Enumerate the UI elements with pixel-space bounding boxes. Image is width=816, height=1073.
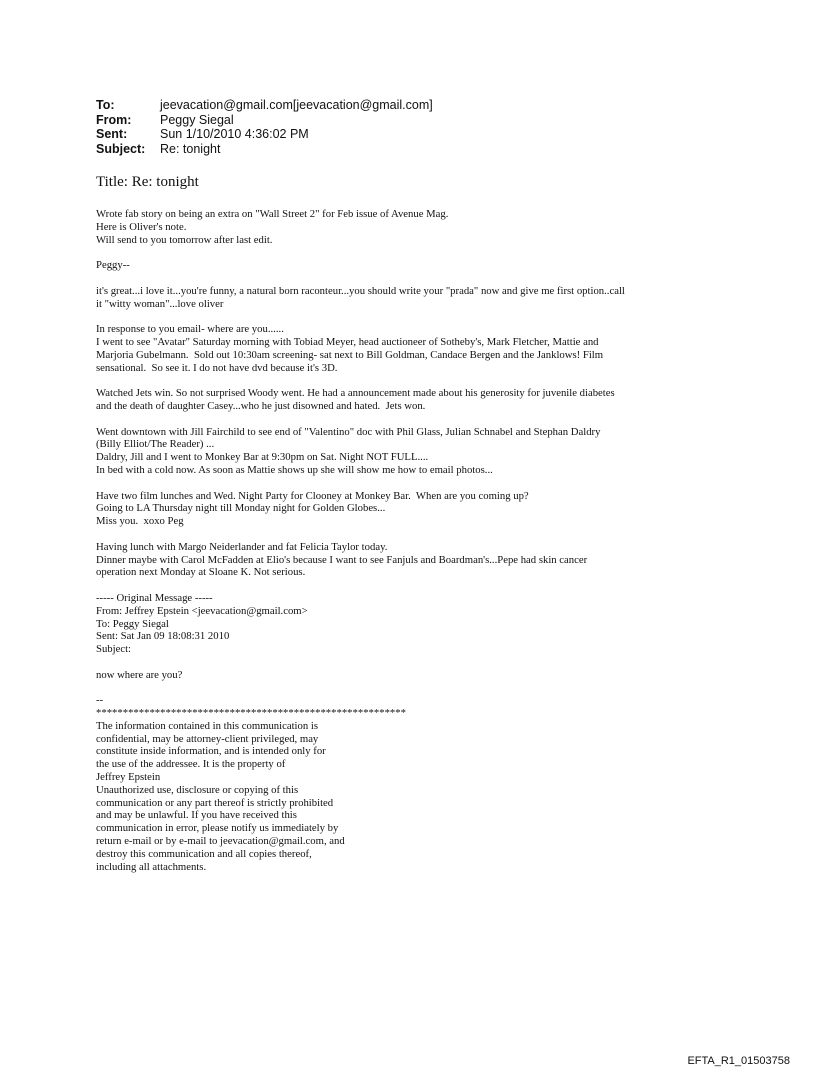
body-line: Going to LA Thursday night till Monday night for Golden Globes...: [96, 502, 386, 515]
body-line: (Billy Elliot/The Reader) ...: [96, 438, 215, 451]
from-value: Peggy Siegal: [160, 112, 234, 127]
body-paragraph: [96, 208, 736, 246]
body-paragraph: [96, 285, 736, 311]
body-line: constitute inside information, and is intended only for: [96, 745, 326, 758]
body-line: ----- Original Message -----: [96, 591, 213, 604]
body-paragraph: [96, 592, 736, 656]
body-line: Went downtown with Jill Fairchild to see end of "Valentino" doc with Phil Glass, Julian Schnabel and Stephan Daldry: [96, 425, 601, 438]
body-line: The information contained in this communication is: [96, 719, 319, 732]
body-line: From: Jeffrey Epstein <jeevacation@gmail.com>: [96, 604, 308, 617]
body-line: Having lunch with Margo Neiderlander and fat Felicia Taylor today.: [96, 540, 388, 553]
body-line: communication or any part thereof is strictly prohibited: [96, 796, 334, 809]
body-paragraph: [96, 490, 736, 528]
body-line: Have two film lunches and Wed. Night Party for Clooney at Monkey Bar. When are you coming up?: [96, 489, 529, 502]
body-line: Miss you. xoxo Peg: [96, 515, 184, 528]
body-line: Jeffrey Epstein: [96, 771, 161, 784]
body-line: Will send to you tomorrow after last edit.: [96, 233, 273, 246]
body-paragraph: [96, 541, 736, 579]
body-line: return e-mail or by e-mail to jeevacation@gmail.com, and: [96, 835, 345, 848]
body-line: Wrote fab story on being an extra on "Wall Street 2" for Feb issue of Avenue Mag.: [96, 208, 449, 220]
body-line: and may be unlawful. If you have received this: [96, 809, 297, 822]
body-line: communication in error, please notify us immediately by: [96, 822, 339, 835]
body-line: Peggy--: [96, 259, 130, 272]
body-line: sensational. So see it. I do not have dvd because it's 3D.: [96, 361, 338, 374]
email-title: Title: Re: tonight: [96, 174, 199, 190]
body-line: Dinner maybe with Carol McFadden at Elio's because I want to see Fanjuls and Boardman's...Pepe had skin cancer: [96, 553, 588, 566]
email-header: [96, 98, 433, 156]
email-body: [96, 208, 736, 886]
subject-value: Re: tonight: [160, 141, 221, 156]
body-line: In response to you email- where are you......: [96, 323, 284, 336]
body-line: it "witty woman"...love oliver: [96, 297, 224, 310]
header-to-row: [96, 98, 433, 113]
body-line: Watched Jets win. So not surprised Woody went. He had a announcement made about his generosity for juvenile diabetes: [96, 387, 615, 400]
to-label: To:: [96, 98, 115, 112]
header-subject-row: [96, 142, 433, 157]
body-paragraph: [96, 323, 736, 374]
to-value: jeevacation@gmail.com[jeevacation@gmail.com]: [160, 98, 433, 112]
body-line: Daldry, Jill and I went to Monkey Bar at 9:30pm on Sat. Night NOT FULL....: [96, 451, 429, 464]
body-line: operation next Monday at Sloane K. Not serious.: [96, 566, 306, 579]
body-paragraph: [96, 426, 736, 477]
from-label: From:: [96, 112, 132, 127]
body-line: Unauthorized use, disclosure or copying of this: [96, 783, 299, 796]
body-line: In bed with a cold now. As soon as Mattie shows up she will show me how to email photos...: [96, 463, 493, 476]
header-sent-row: [96, 127, 433, 142]
document-id: EFTA_R1_01503758: [687, 1055, 790, 1067]
body-line: now where are you?: [96, 668, 183, 681]
body-line: Subject:: [96, 643, 132, 656]
header-from-row: [96, 113, 433, 128]
body-line: --: [96, 694, 104, 707]
body-line: **********************************************************: [96, 707, 406, 720]
body-line: Sent: Sat Jan 09 18:08:31 2010: [96, 630, 230, 643]
sent-label: Sent:: [96, 127, 128, 141]
subject-label: Subject:: [96, 141, 146, 156]
body-line: I went to see "Avatar" Saturday morning with Tobiad Meyer, head auctioneer of Sotheby's, Mark Fletcher, Mattie and: [96, 335, 599, 348]
body-line: destroy this communication and all copies thereof,: [96, 847, 312, 860]
body-line: Marjoria Gubelmann. Sold out 10:30am screening- sat next to Bill Goldman, Candace Bergen and the Janklows! Film: [96, 348, 604, 361]
body-line: confidential, may be attorney-client privileged, may: [96, 732, 319, 745]
body-paragraph: [96, 259, 736, 272]
body-line: To: Peggy Siegal: [96, 617, 169, 630]
body-line: the use of the addressee. It is the property of: [96, 758, 286, 771]
body-line: including all attachments.: [96, 860, 207, 873]
body-paragraph: [96, 694, 736, 873]
body-line: and the death of daughter Casey...who he just disowned and hated. Jets won.: [96, 399, 426, 412]
body-line: Here is Oliver's note.: [96, 220, 187, 233]
body-paragraph: [96, 387, 736, 413]
body-line: it's great...i love it...you're funny, a natural born raconteur...you should write your "prada" now and give me first option..call: [96, 284, 625, 297]
body-paragraph: [96, 669, 736, 682]
sent-value: Sun 1/10/2010 4:36:02 PM: [160, 127, 309, 141]
